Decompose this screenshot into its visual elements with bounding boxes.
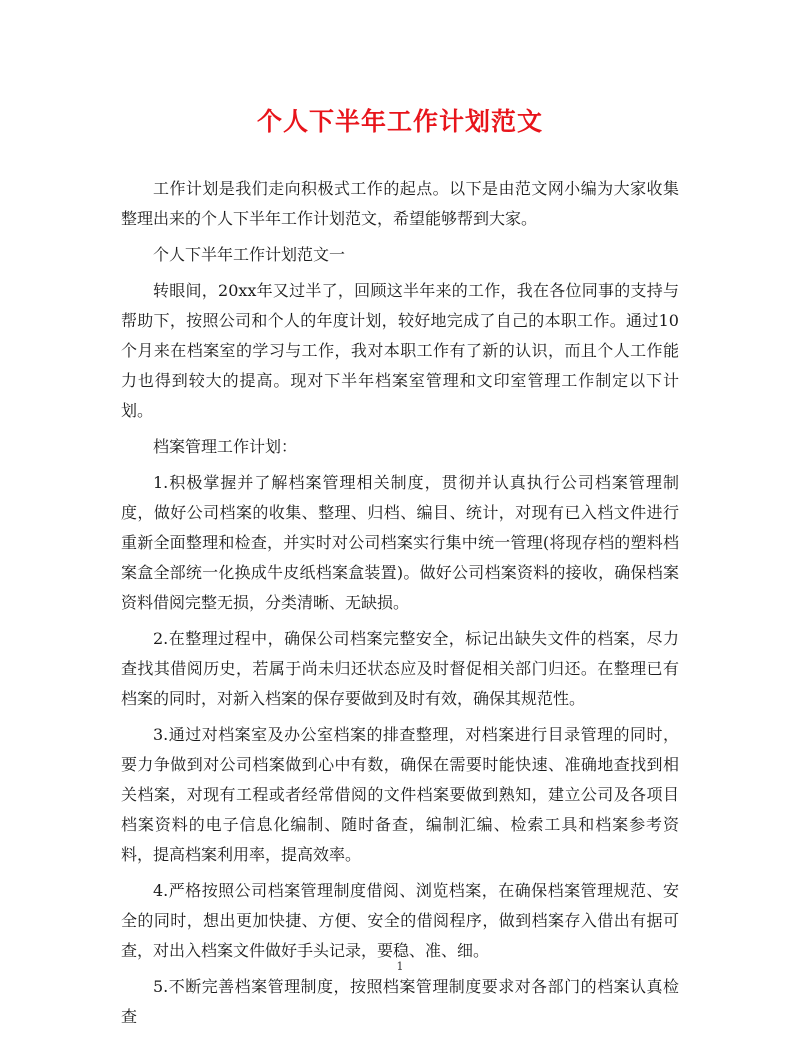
paragraph-item-2: 2.在整理过程中，确保公司档案完整安全，标记出缺失文件的档案，尽力查找其借阅历史，若属于尚未归还状态应及时督促相关部门归还。在整理已有档案的同时，对新入档案的保存要做到及时有效，确保其规范性。 — [121, 629, 679, 708]
paragraph-item-5: 5.不断完善档案管理制度，按照档案管理制度要求对各部门的档案认真检查 — [121, 977, 679, 1026]
paragraph-item-3: 3.通过对档案室及办公室档案的排查整理，对档案进行目录管理的同时，要力争做到对公司档案做到心中有数，确保在需要时能快速、准确地查找到相关档案，对现有工程或者经常借阅的文件档案要做到熟知，建立公司及各项目档案资料的电子信息化编制、随时备查，编制汇编、检索工具和档案参考资料，提高档案利用率，提高效率。 — [121, 725, 679, 864]
document-body — [121, 174, 679, 1038]
document-title: 个人下半年工作计划范文 — [256, 107, 543, 136]
page-number: 1 — [396, 960, 404, 973]
paragraph-item-1: 1.积极掌握并了解档案管理相关制度，贯彻并认真执行公司档案管理制度，做好公司档案的收集、整理、归档、编目、统计，对现有已入档文件进行重新全面整理和检查，并实时对公司档案实行集中统一管理(将现存档的塑料档案盒全部统一化换成牛皮纸档案盒装置)。做好公司档案资料的接收，确保档案资料借阅完整无损，分类清晰、无缺损。 — [121, 473, 679, 612]
paragraph-intro: 工作计划是我们走向积极式工作的起点。以下是由范文网小编为大家收集整理出来的个人下半年工作计划范文，希望能够帮到大家。 — [121, 179, 679, 228]
paragraph-section-heading: 个人下半年工作计划范文一 — [153, 245, 346, 264]
paragraph-item-4: 4.严格按照公司档案管理制度借阅、浏览档案，在确保档案管理规范、安全的同时，想出更加快捷、方便、安全的借阅程序，做到档案存入借出有据可查，对出入档案文件做好手头记录，要稳、准、细。 — [121, 881, 679, 960]
paragraph-review: 转眼间，20xx年又过半了，回顾这半年来的工作，我在各位同事的支持与帮助下，按照公司和个人的年度计划，较好地完成了自己的本职工作。通过10个月来在档案室的学习与工作，我对本职工作有了新的认识，而且个人工作能力也得到较大的提高。现对下半年档案室管理和文印室管理工作制定以下计划。 — [121, 281, 679, 420]
paragraph-archive-heading: 档案管理工作计划： — [153, 437, 298, 456]
